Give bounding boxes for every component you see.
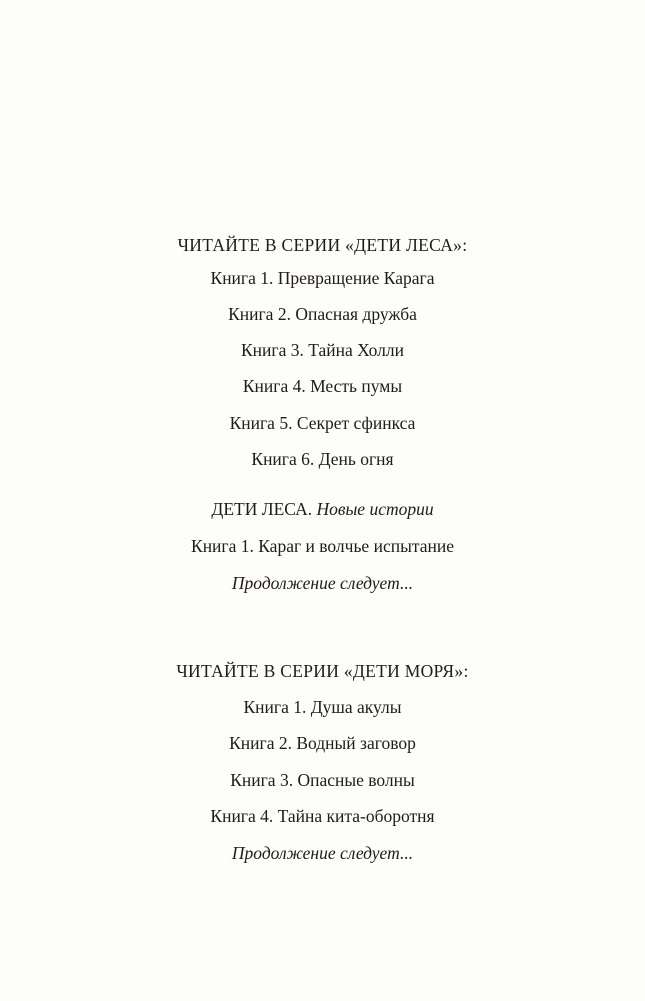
book-title: Книга 6. День огня — [251, 449, 394, 469]
new-series-subtitle: Новые истории — [316, 499, 434, 519]
continued-note: Продолжение следует... — [231, 573, 414, 593]
book-title: Книга 1. Душа акулы — [243, 697, 402, 717]
book-title: Книга 2. Водный заговор — [229, 733, 416, 753]
book-title: Книга 3. Опасные волны — [230, 770, 415, 790]
sea-series-heading: ЧИТАЙТЕ В СЕРИИ «ДЕТИ МОРЯ»: — [176, 661, 469, 681]
book-title: Книга 2. Опасная дружба — [228, 304, 417, 324]
book-title: Книга 4. Месть пумы — [242, 376, 403, 396]
book-title: Книга 5. Секрет сфинкса — [229, 413, 416, 433]
new-series-heading — [0, 498, 645, 520]
book-title: Книга 3. Тайна Холли — [240, 340, 404, 360]
book-title: Книга 1. Караг и волчье испытание — [191, 536, 454, 556]
continued-note: Продолжение следует... — [231, 843, 414, 863]
forest-series-heading: ЧИТАЙТЕ В СЕРИИ «ДЕТИ ЛЕСА»: — [177, 235, 468, 255]
new-series-title: ДЕТИ ЛЕСА. — [211, 499, 313, 519]
book-title: Книга 4. Тайна кита-оборотня — [210, 806, 435, 826]
book-title: Книга 1. Превращение Карага — [210, 268, 435, 288]
